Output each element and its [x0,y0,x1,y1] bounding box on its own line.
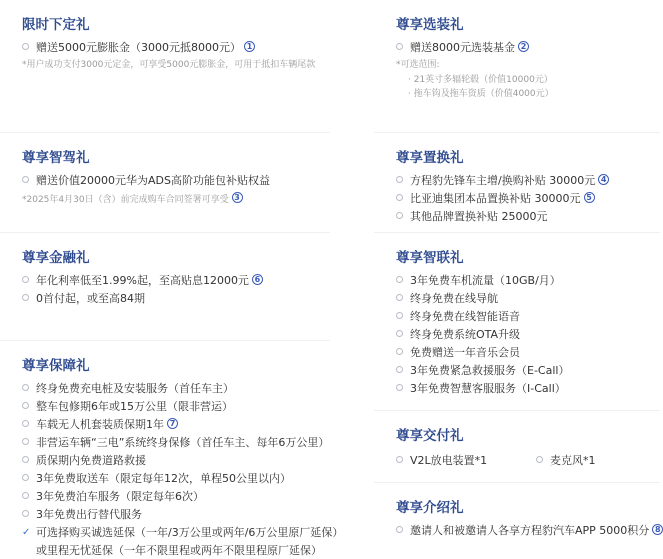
list-item: 3年免费出行替代服务 [22,507,330,523]
list-item: V2L放电装置*1 [396,453,487,469]
card-title: 尊享交付礼 [396,428,464,444]
bullet-icon [22,420,29,427]
bullet-icon [22,43,29,50]
bullet-icon [22,276,29,283]
footnote-badge: 3 [232,192,243,203]
bullet-icon [396,330,403,337]
list-item: 终身免费在线智能语音 [396,309,660,325]
list-item: 赠送5000元膨胀金（3000元抵8000元） 1 [22,40,330,56]
card-title: 限时下定礼 [22,17,90,33]
list-item-optional-warranty: ✓ 可选择购买诚选延保（一年/3万公里或两年/6万公里原厂延保） [22,526,344,539]
footnote-badge: 4 [598,174,609,185]
bullet-icon [396,312,403,319]
list-item: 3年免费车机流量（10GB/月） [396,273,660,289]
list-item: 方程豹先锋车主增/换购补贴 30000元 4 [396,173,660,189]
bullet-icon [396,194,403,201]
list-item: 终身免费在线导航 [396,291,660,307]
bullet-icon [22,510,29,517]
card-title: 尊享智联礼 [396,250,464,266]
bullet-icon [22,492,29,499]
bullet-icon [396,176,403,183]
bullet-icon [396,212,403,219]
bullet-icon [22,438,29,445]
list-item: 赠送8000元选装基金 2 [396,40,660,56]
check-icon: ✓ [22,527,31,538]
bullet-icon [22,456,29,463]
bullet-icon [22,176,29,183]
card-trade-in-gift [374,132,660,232]
card-title: 尊享介绍礼 [396,500,464,516]
list-item: 3年免费紧急救援服务（E-Call） [396,363,660,379]
card-title: 尊享置换礼 [396,150,464,166]
card-title: 尊享保障礼 [22,358,90,374]
list-item: 3年免费取送车（限定每年12次，单程50公里以内） [22,471,330,487]
card-delivery-gift [374,410,660,490]
list-item: 麦克风*1 [536,453,596,469]
card-limited-deposit-gift [0,0,330,130]
list-item: 比亚迪集团本品置换补贴 30000元 5 [396,191,660,207]
card-smart-driving-gift [0,132,330,232]
list-item: 免费赠送一年音乐会员 [396,345,660,361]
bullet-icon [22,474,29,481]
list-item: 邀请人和被邀请人各享方程豹汽车APP 5000积分 8 [396,523,660,539]
option-note: · 拖车钩及拖车资质（价值4000元） [408,89,554,99]
bullet-icon [22,294,29,301]
card-protection-gift [0,340,344,558]
bullet-icon [396,384,403,391]
footnote-text: *用户成功支付3000元定金，可享受5000元膨胀金，可用于抵扣车辆尾款 [22,60,316,70]
card-finance-gift [0,232,330,342]
card-options-gift [374,0,660,130]
bullet-icon [396,456,403,463]
list-item: 3年免费泊车服务（限定每年6次） [22,489,330,505]
footnote-badge: 7 [167,418,178,429]
option-note: · 21英寸多辐轮毂（价值10000元） [408,75,553,85]
list-item: 非营运车辆“三电”系统终身保修（首任车主、每年6万公里） [22,435,330,451]
bullet-icon [396,276,403,283]
bullet-icon [396,348,403,355]
bullet-icon [396,526,403,533]
footnote-badge: 8 [652,524,663,535]
card-connectivity-gift [374,232,660,408]
list-item: 质保期内免费道路救援 [22,453,330,469]
footnote-badge: 6 [252,274,263,285]
list-item: 0首付起，或至高84期 [22,291,330,307]
card-title: 尊享选装礼 [396,17,464,33]
delivery-items [396,451,660,469]
footnote-badge: 5 [584,192,595,203]
footnote-badge: 1 [244,41,255,52]
bullet-icon [22,384,29,391]
list-item: 终身免费系统OTA升级 [396,327,660,343]
list-item: 年化利率低至1.99%起，至高贴息12000元 6 [22,273,330,289]
bullet-icon [536,456,543,463]
bullet-icon [22,402,29,409]
footnote-text: *2025年4月30日（含）前完成购车合同签署可享受 3 [22,192,330,207]
footnote-text: *可选范围: [396,60,440,70]
card-referral-gift [374,482,660,558]
list-item-continuation: 或里程无忧延保（一年不限里程或两年不限里程原厂延保） [36,544,322,557]
list-item: 终身免费充电桩及安装服务（首任车主） [22,381,330,397]
card-title: 尊享金融礼 [22,250,90,266]
bullet-icon [396,294,403,301]
list-item: 其他品牌置换补贴 25000元 [396,209,660,225]
bullet-icon [396,366,403,373]
list-item: 赠送价值20000元华为ADS高阶功能包补贴权益 [22,173,330,189]
card-title: 尊享智驾礼 [22,150,90,166]
list-item: 整车包修期6年或15万公里（限非营运） [22,399,330,415]
footnote-badge: 2 [518,41,529,52]
list-item: 3年免费智慧客服服务（I-Call） [396,381,660,397]
list-item: 车载无人机套装质保期1年 7 [22,417,330,433]
bullet-icon [396,43,403,50]
